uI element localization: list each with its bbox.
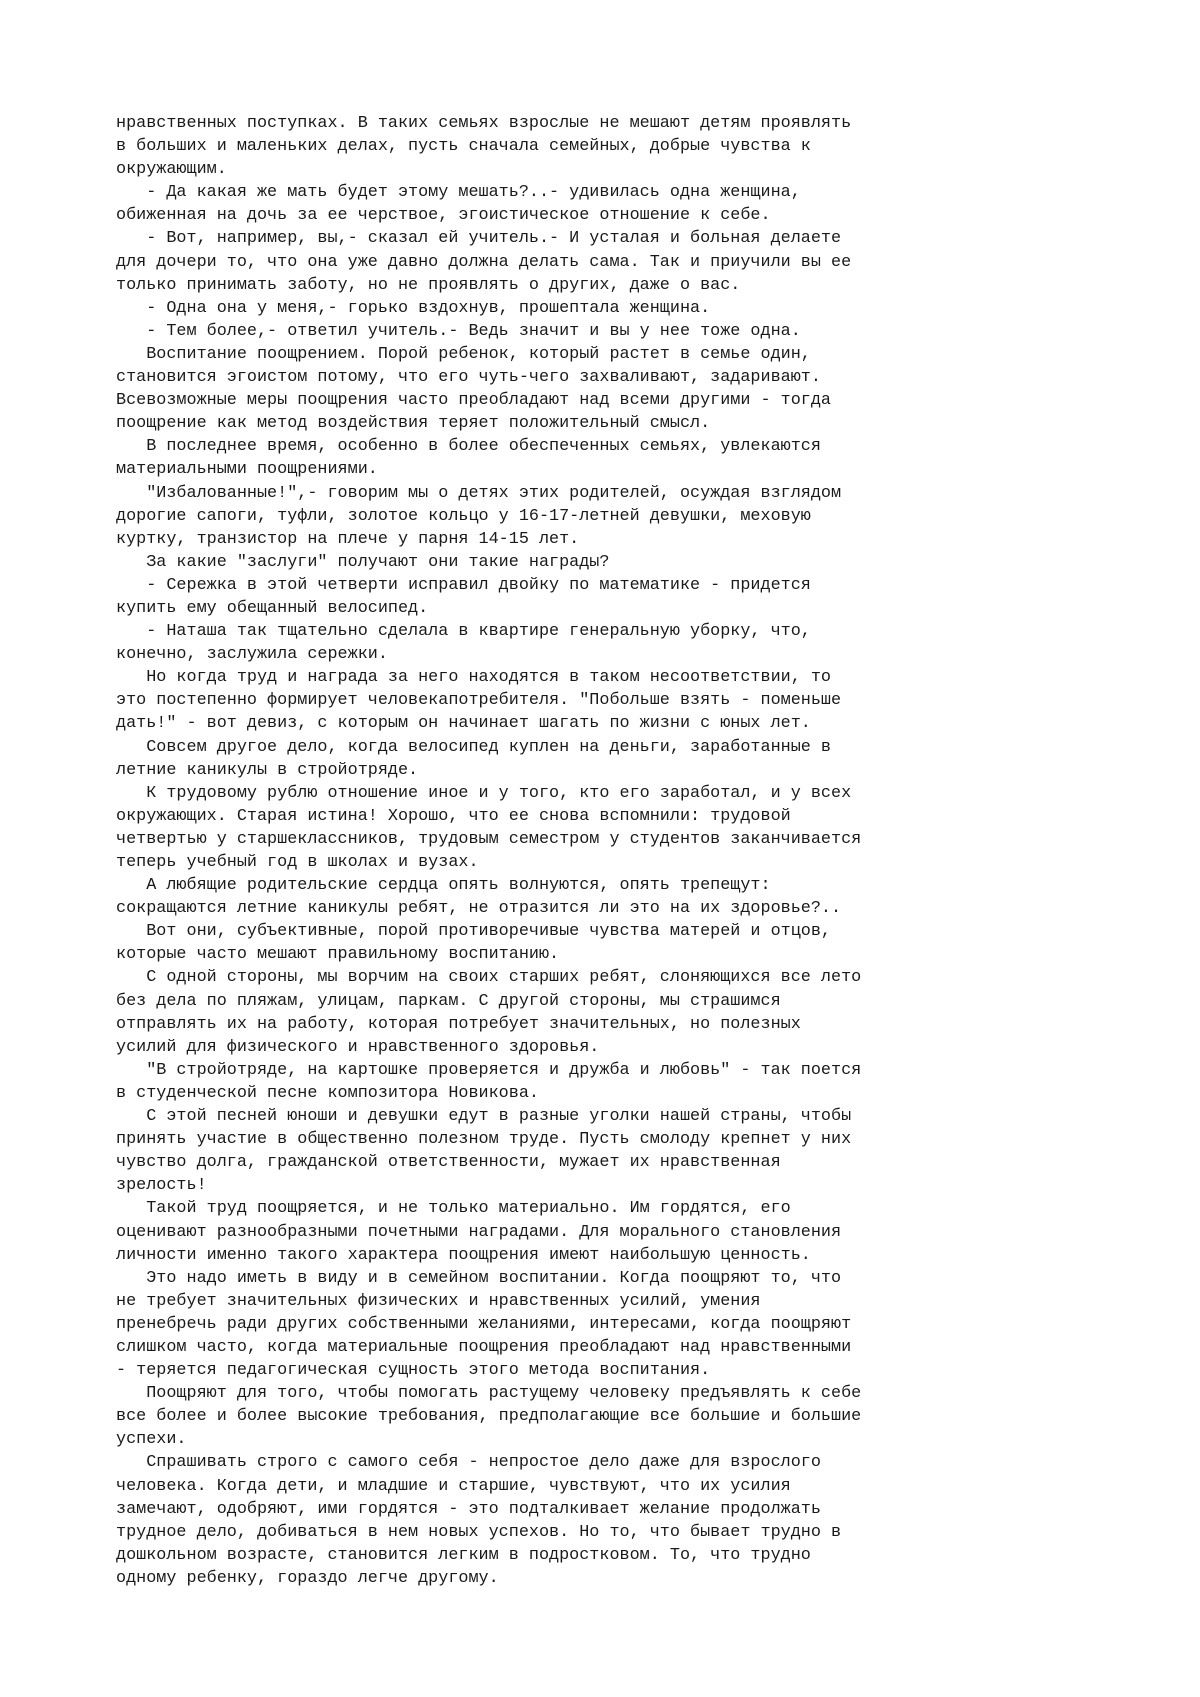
- text-line: - Вот, например, вы,- сказал ей учитель.- И усталая и больная делаете: [116, 229, 842, 249]
- text-line: куртку, транзистор на плече у парня 14-15 лет.: [116, 529, 580, 549]
- text-line: зрелость!: [116, 1176, 207, 1196]
- text-line: "Избалованные!",- говорим мы о детях этих родителей, осуждая взглядом: [116, 483, 842, 503]
- text-line: слишком часто, когда материальные поощрения преобладают над нравственными: [116, 1337, 852, 1357]
- text-line: А любящие родительские сердца опять волнуются, опять трепещут:: [116, 876, 771, 896]
- text-line: материальными поощрениями.: [116, 460, 378, 480]
- text-line: это постепенно формирует человекапотребителя. "Побольше взять - поменьше: [116, 691, 842, 711]
- text-line: нравственных поступках. В таких семьях взрослые не мешают детям проявлять: [116, 114, 852, 133]
- text-line: без дела по пляжам, улицам, паркам. С другой стороны, мы страшимся: [116, 991, 781, 1011]
- text-line: Совсем другое дело, когда велосипед куплен на деньги, заработанные в: [116, 737, 831, 757]
- text-line: успехи.: [116, 1430, 187, 1450]
- text-line: принять участие в общественно полезном труде. Пусть смолоду крепнет у них: [116, 1130, 852, 1150]
- text-line: Такой труд поощряется, и не только материально. Им гордятся, его: [116, 1199, 791, 1219]
- text-line: только принимать заботу, но не проявлять о других, даже о вас.: [116, 275, 741, 295]
- text-line: "В стройотряде, на картошке проверяется и дружба и любовь" - так поется: [116, 1060, 862, 1080]
- text-line: Спрашивать строго с самого себя - непростое дело даже для взрослого: [116, 1453, 821, 1473]
- text-line: четвертью у старшеклассников, трудовым семестром у студентов заканчивается: [116, 829, 862, 849]
- text-line: которые часто мешают правильному воспитанию.: [116, 945, 560, 965]
- text-line: для дочери то, что она уже давно должна делать сама. Так и приучили вы ее: [116, 252, 852, 272]
- text-line: Поощряют для того, чтобы помогать растущему человеку предъявлять к себе: [116, 1384, 862, 1404]
- text-line: С этой песней юноши и девушки едут в разные уголки нашей страны, чтобы: [116, 1107, 852, 1127]
- text-line: пренебречь ради других собственными желаниями, интересами, когда поощряют: [116, 1314, 852, 1334]
- text-line: все более и более высокие требования, предполагающие все большие и большие: [116, 1407, 862, 1427]
- text-line: человека. Когда дети, и младшие и старшие, чувствуют, что их усилия: [116, 1476, 791, 1496]
- text-line: дошкольном возрасте, становится легким в подростковом. То, что трудно: [116, 1545, 811, 1565]
- text-line: - теряется педагогическая сущность этого метода воспитания.: [116, 1361, 711, 1381]
- text-line: Это надо иметь в виду и в семейном воспитании. Когда поощряют то, что: [116, 1268, 842, 1288]
- text-line: усилий для физического и нравственного здоровья.: [116, 1037, 600, 1057]
- text-line: теперь учебный год в школах и вузах.: [116, 853, 479, 872]
- text-line: личности именно такого характера поощрения имеют наибольшую ценность.: [116, 1245, 811, 1265]
- text-line: трудное дело, добиваться в нем новых успехов. Но то, что бывает трудно в: [116, 1522, 842, 1542]
- text-line: Вот они, субъективные, порой противоречивые чувства матерей и отцов,: [116, 922, 831, 942]
- text-line: одному ребенку, гораздо легче другому.: [116, 1568, 499, 1588]
- text-line: становится эгоистом потому, что его чуть-чего захваливают, задаривают.: [116, 368, 821, 388]
- text-line: замечают, одобряют, ими гордятся - это подталкивает желание продолжать: [116, 1499, 821, 1519]
- text-line: дать!" - вот девиз, с которым он начинает шагать по жизни с юных лет.: [116, 714, 811, 734]
- text-line: обиженная на дочь за ее черствое, эгоистическое отношение к себе.: [116, 206, 771, 226]
- text-line: конечно, заслужила сережки.: [116, 645, 388, 665]
- text-line: дорогие сапоги, туфли, золотое кольцо у 16-17-летней девушки, меховую: [116, 506, 811, 526]
- text-line: - Тем более,- ответил учитель.- Ведь значит и вы у нее тоже одна.: [116, 321, 801, 341]
- text-line: летние каникулы в стройотряде.: [116, 760, 419, 780]
- text-line: За какие "заслуги" получают они такие награды?: [116, 552, 610, 572]
- text-line: поощрение как метод воздействия теряет положительный смысл.: [116, 414, 711, 434]
- text-line: окружающим.: [116, 160, 227, 180]
- text-line: В последнее время, особенно в более обеспеченных семьях, увлекаются: [116, 437, 821, 457]
- text-line: С одной стороны, мы ворчим на своих старших ребят, слоняющихся все лето: [116, 968, 862, 988]
- text-line: окружающих. Старая истина! Хорошо, что ее снова вспомнили: трудовой: [116, 806, 791, 826]
- text-line: - Одна она у меня,- горько вздохнув, прошептала женщина.: [116, 298, 711, 318]
- text-line: отправлять их на работу, которая потребует значительных, но полезных: [116, 1014, 801, 1034]
- text-line: сокращаются летние каникулы ребят, не отразится ли это на их здоровье?..: [116, 899, 842, 919]
- text-line: в студенческой песне композитора Новикова.: [116, 1083, 539, 1103]
- text-line: купить ему обещанный велосипед.: [116, 598, 429, 618]
- text-line: Воспитание поощрением. Порой ребенок, который растет в семье один,: [116, 344, 811, 364]
- text-line: не требует значительных физических и нравственных усилий, умения: [116, 1291, 761, 1311]
- text-line: в больших и маленьких делах, пусть сначала семейных, добрые чувства к: [116, 137, 811, 157]
- text-line: чувство долга, гражданской ответственности, мужает их нравственная: [116, 1153, 781, 1173]
- text-line: К трудовому рублю отношение иное и у того, кто его заработал, и у всех: [116, 783, 852, 803]
- text-line: - Да какая же мать будет этому мешать?..- удивилась одна женщина,: [116, 183, 801, 203]
- text-line: Но когда труд и награда за него находятся в таком несоответствии, то: [116, 668, 831, 688]
- text-line: Всевозможные меры поощрения часто преобладают над всеми другими - тогда: [116, 391, 831, 411]
- body-text: [116, 112, 1116, 1590]
- text-line: - Сережка в этой четверти исправил двойку по математике - придется: [116, 575, 811, 595]
- text-line: - Наташа так тщательно сделала в квартире генеральную уборку, что,: [116, 622, 811, 642]
- text-line: оценивают разнообразными почетными наградами. Для морального становления: [116, 1222, 842, 1242]
